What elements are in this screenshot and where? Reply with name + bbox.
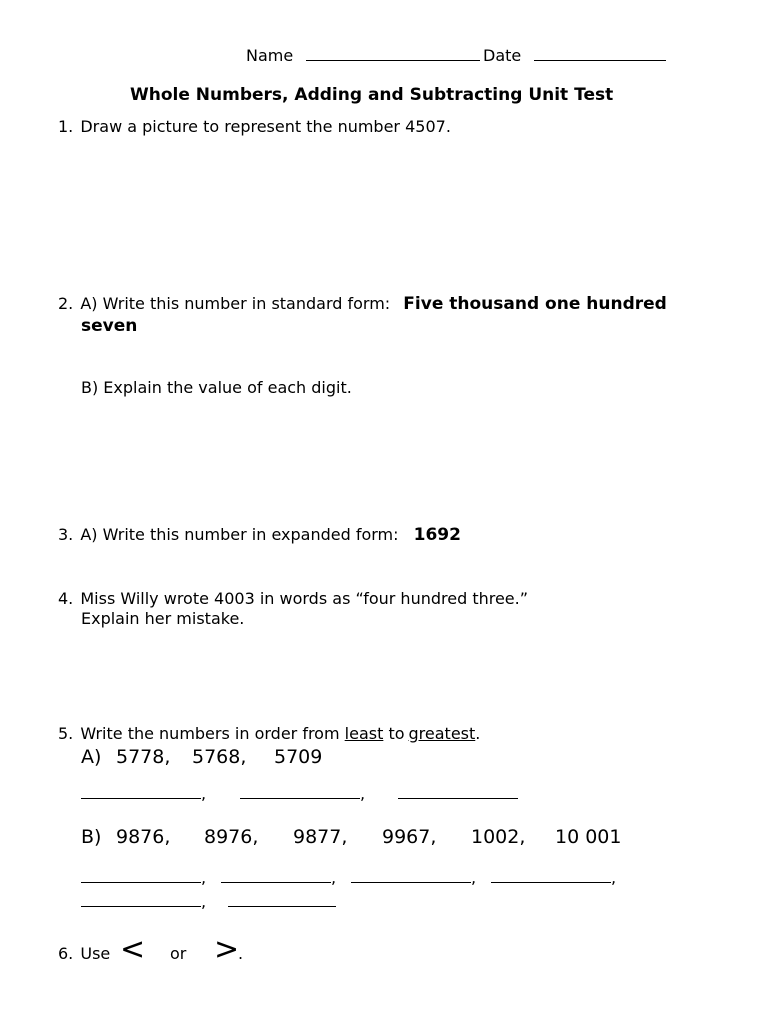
question-4-line2: Explain her mistake.	[81, 609, 245, 628]
number-item: 5778,	[116, 746, 171, 768]
question-2b: B) Explain the value of each digit.	[81, 378, 352, 397]
number-item: 9967,	[382, 826, 437, 848]
greater-than-symbol: >	[214, 932, 240, 967]
question-5	[58, 724, 480, 743]
answer-blank-cell[interactable]: ,	[351, 868, 476, 887]
greatest-word: greatest	[408, 724, 476, 743]
name-field[interactable]	[246, 46, 480, 65]
number-item: 9876,	[116, 826, 171, 848]
name-label: Name	[246, 46, 294, 65]
to-word: to	[388, 724, 405, 743]
question-text: A) Write this number in standard form:	[80, 294, 391, 313]
question-2a	[58, 294, 667, 314]
question-text: A) Write this number in expanded form:	[80, 525, 399, 544]
number-words-continued: seven	[81, 316, 138, 336]
answer-blank-cell[interactable]: ,	[240, 784, 365, 803]
answer-blank[interactable]	[221, 882, 331, 883]
question-1	[58, 117, 451, 136]
answer-blank[interactable]	[240, 798, 360, 799]
question-text: Write the numbers in order from	[80, 724, 340, 743]
number-item: 1002,	[471, 826, 526, 848]
answer-blank-cell[interactable]: ,	[81, 868, 206, 887]
question-4	[58, 589, 528, 608]
answer-blank[interactable]	[81, 882, 201, 883]
question-number: 3.	[58, 525, 74, 544]
answer-blank-row-a[interactable]: ,	[81, 784, 206, 803]
question-text: Draw a picture to represent the number 4507.	[80, 117, 451, 136]
question-text: Miss Willy wrote 4003 in words as “four hundred three.”	[80, 589, 529, 608]
question-number: 2.	[58, 294, 74, 313]
use-word: Use	[80, 944, 111, 963]
question-number: 4.	[58, 589, 74, 608]
answer-blank[interactable]	[81, 798, 201, 799]
question-3	[58, 525, 461, 545]
least-word: least	[344, 724, 384, 743]
number-item: 5768,	[192, 746, 247, 768]
or-word: or	[170, 944, 187, 963]
number-item: 8976,	[204, 826, 259, 848]
number-words: Five thousand one hundred	[403, 294, 667, 314]
answer-blank[interactable]	[228, 906, 336, 907]
period: .	[475, 724, 481, 743]
answer-blank[interactable]	[81, 906, 201, 907]
less-than-symbol: <	[120, 932, 146, 967]
question-6	[58, 944, 110, 963]
part-b-label: B)	[81, 826, 102, 848]
number-item: 10 001	[555, 826, 622, 848]
answer-blank-cell[interactable]: ,	[81, 892, 206, 911]
answer-blank-cell[interactable]	[228, 892, 336, 911]
question-number: 6.	[58, 944, 74, 963]
expanded-form-number: 1692	[413, 525, 461, 545]
answer-blank[interactable]	[491, 882, 611, 883]
date-blank[interactable]	[534, 60, 666, 61]
question-number: 5.	[58, 724, 74, 743]
question-number: 1.	[58, 117, 74, 136]
page-title: Whole Numbers, Adding and Subtracting Unit Test	[130, 85, 614, 105]
answer-blank[interactable]	[398, 798, 518, 799]
number-item: 9877,	[293, 826, 348, 848]
q6-period: .	[238, 944, 244, 963]
date-label: Date	[483, 46, 522, 65]
answer-blank-cell[interactable]	[398, 784, 518, 803]
date-field[interactable]	[483, 46, 666, 65]
name-blank[interactable]	[306, 60, 480, 61]
answer-blank[interactable]	[351, 882, 471, 883]
part-a-label: A)	[81, 746, 102, 768]
number-item: 5709	[274, 746, 323, 768]
answer-blank-cell[interactable]: ,	[221, 868, 336, 887]
answer-blank-cell[interactable]: ,	[491, 868, 616, 887]
